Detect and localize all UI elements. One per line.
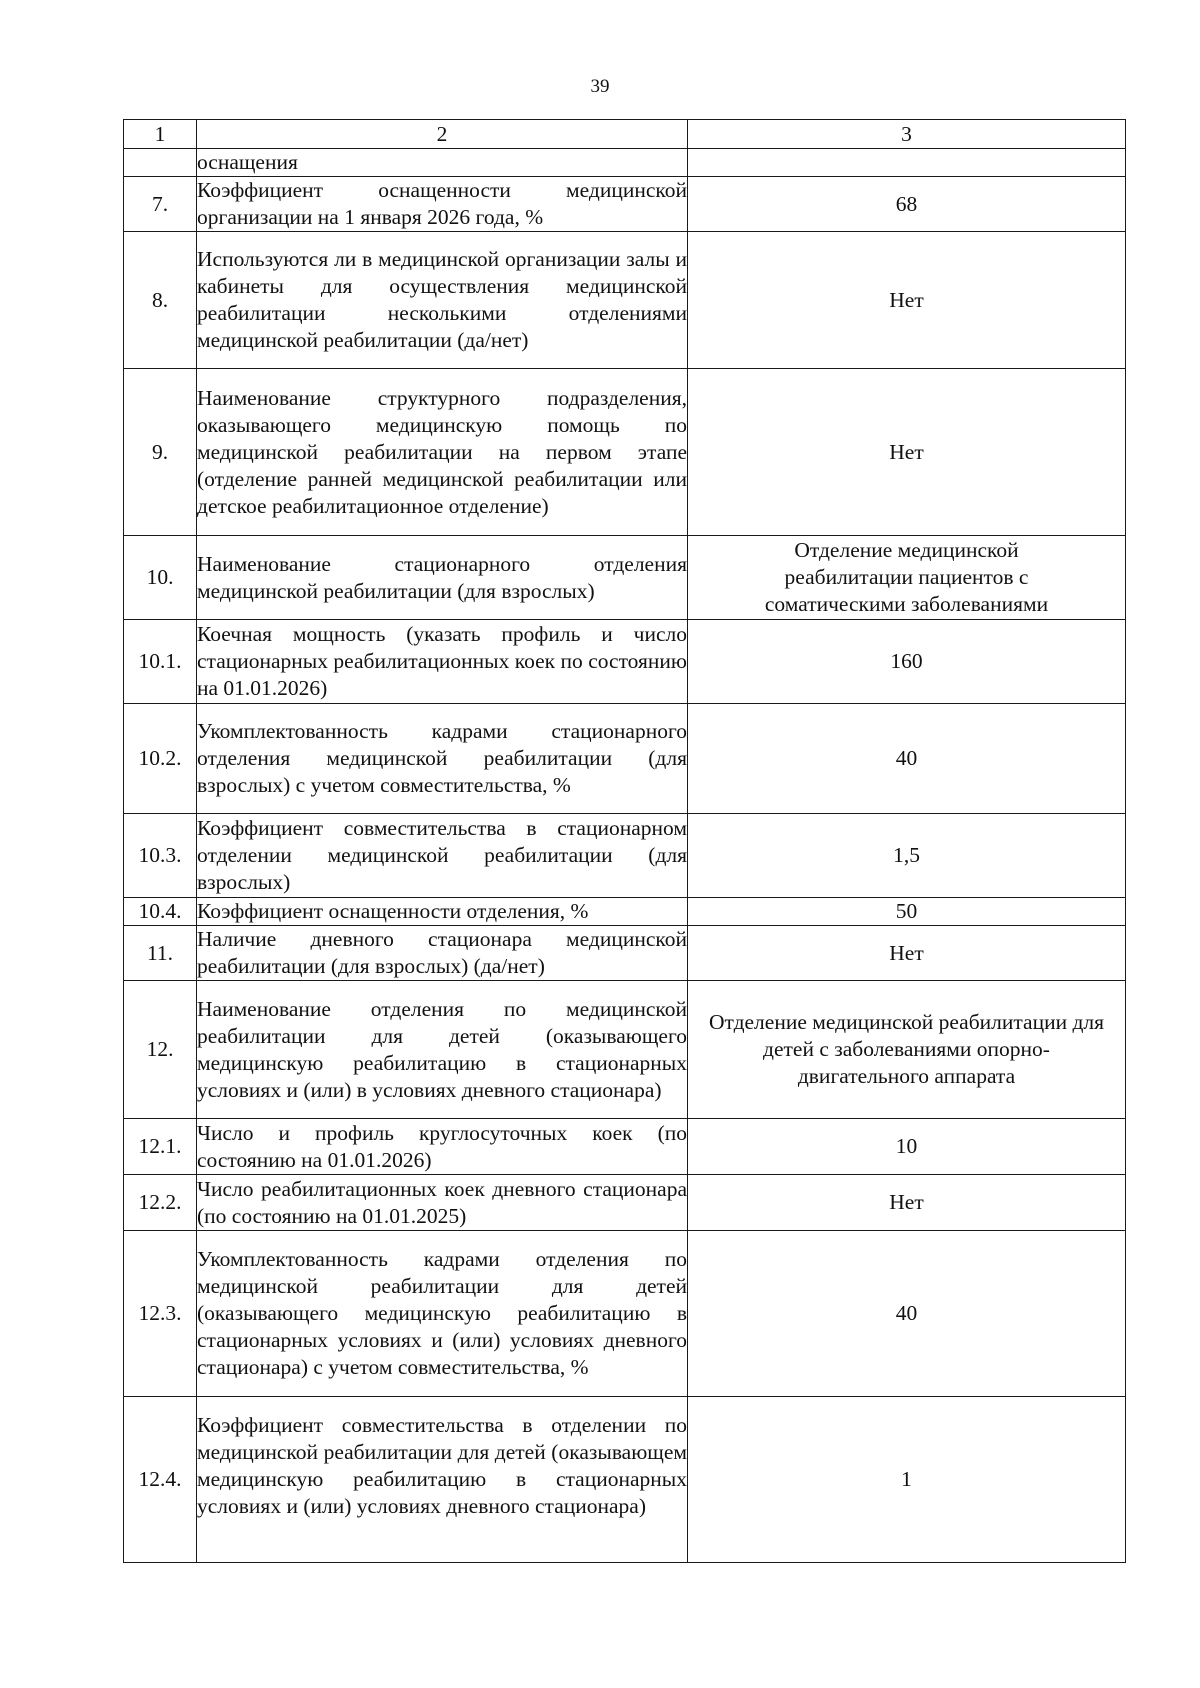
row-value: Нет <box>688 369 1126 536</box>
row-description: оснащения <box>197 149 688 177</box>
table-header-row <box>124 120 1126 149</box>
row-number: 10.1. <box>124 620 197 704</box>
data-table <box>123 119 1126 1563</box>
row-number: 11. <box>124 926 197 981</box>
row-description: Коечная мощность (указать профиль и число стационарных реабилитационных коек по состоянию на 01.01.2026) <box>197 620 688 704</box>
row-value: Нет <box>688 232 1126 369</box>
row-value: Нет <box>688 1175 1126 1231</box>
table-row <box>124 1175 1126 1231</box>
row-description: Коэффициент оснащенности отделения, % <box>197 898 688 926</box>
row-number: 7. <box>124 177 197 232</box>
row-number: 12.3. <box>124 1231 197 1397</box>
header-cell: 1 <box>124 120 197 149</box>
row-number: 9. <box>124 369 197 536</box>
row-description: Наименование отделения по медицинской реабилитации для детей (оказывающего медицинскую реабилитацию в стационарных условиях и (или) в условиях дневного стационара) <box>197 981 688 1119</box>
row-number: 10.4. <box>124 898 197 926</box>
row-description: Используются ли в медицинской организации залы и кабинеты для осуществления медицинской реабилитации несколькими отделениями медицинской реабилитации (да/нет) <box>197 232 688 369</box>
table-row <box>124 926 1126 981</box>
row-number: 10. <box>124 536 197 620</box>
row-number: 10.3. <box>124 814 197 898</box>
row-number: 12. <box>124 981 197 1119</box>
row-description: Коэффициент оснащенности медицинской организации на 1 января 2026 года, % <box>197 177 688 232</box>
row-value: Отделение медицинской реабилитации для детей с заболеваниями опорно-двигательного аппарата <box>688 981 1126 1119</box>
row-description: Наличие дневного стационара медицинской реабилитации (для взрослых) (да/нет) <box>197 926 688 981</box>
table-row <box>124 704 1126 814</box>
row-value: 160 <box>688 620 1126 704</box>
row-description: Укомплектованность кадрами отделения по медицинской реабилитации для детей (оказывающего медицинскую реабилитацию в стационарных условиях и (или) условиях дневного стационара) с учетом совместительства, % <box>197 1231 688 1397</box>
row-value: 68 <box>688 177 1126 232</box>
table-row <box>124 536 1126 620</box>
header-cell: 2 <box>197 120 688 149</box>
row-value: 50 <box>688 898 1126 926</box>
row-value: 10 <box>688 1119 1126 1175</box>
row-number <box>124 149 197 177</box>
row-description: Число реабилитационных коек дневного стационара (по состоянию на 01.01.2025) <box>197 1175 688 1231</box>
row-description: Наименование стационарного отделения медицинской реабилитации (для взрослых) <box>197 536 688 620</box>
row-description: Укомплектованность кадрами стационарного отделения медицинской реабилитации (для взрослых) с учетом совместительства, % <box>197 704 688 814</box>
table-row <box>124 232 1126 369</box>
row-value: 1,5 <box>688 814 1126 898</box>
table-row <box>124 1119 1126 1175</box>
row-value: Отделение медицинской реабилитации пациентов с соматическими заболеваниями <box>688 536 1126 620</box>
table-row <box>124 814 1126 898</box>
table-row <box>124 177 1126 232</box>
row-description: Коэффициент совместительства в отделении по медицинской реабилитации для детей (оказывающем медицинскую реабилитацию в стационарных условиях и (или) условиях дневного стационара) <box>197 1397 688 1563</box>
row-value <box>688 149 1126 177</box>
header-cell: 3 <box>688 120 1126 149</box>
table-row <box>124 898 1126 926</box>
row-value: 40 <box>688 1231 1126 1397</box>
row-value: Нет <box>688 926 1126 981</box>
row-description: Коэффициент совместительства в стационарном отделении медицинской реабилитации (для взрослых) <box>197 814 688 898</box>
row-number: 10.2. <box>124 704 197 814</box>
row-description: Число и профиль круглосуточных коек (по состоянию на 01.01.2026) <box>197 1119 688 1175</box>
table-row <box>124 1231 1126 1397</box>
row-number: 12.2. <box>124 1175 197 1231</box>
row-value: 1 <box>688 1397 1126 1563</box>
row-value: 40 <box>688 704 1126 814</box>
row-description: Наименование структурного подразделения, оказывающего медицинскую помощь по медицинской реабилитации на первом этапе (отделение ранней медицинской реабилитации или детское реабилитационное отделение) <box>197 369 688 536</box>
table-row <box>124 981 1126 1119</box>
row-number: 12.1. <box>124 1119 197 1175</box>
row-number: 8. <box>124 232 197 369</box>
table-row <box>124 620 1126 704</box>
page-number: 39 <box>590 76 610 97</box>
table-row <box>124 1397 1126 1563</box>
table-row <box>124 369 1126 536</box>
table-row <box>124 149 1126 177</box>
row-number: 12.4. <box>124 1397 197 1563</box>
